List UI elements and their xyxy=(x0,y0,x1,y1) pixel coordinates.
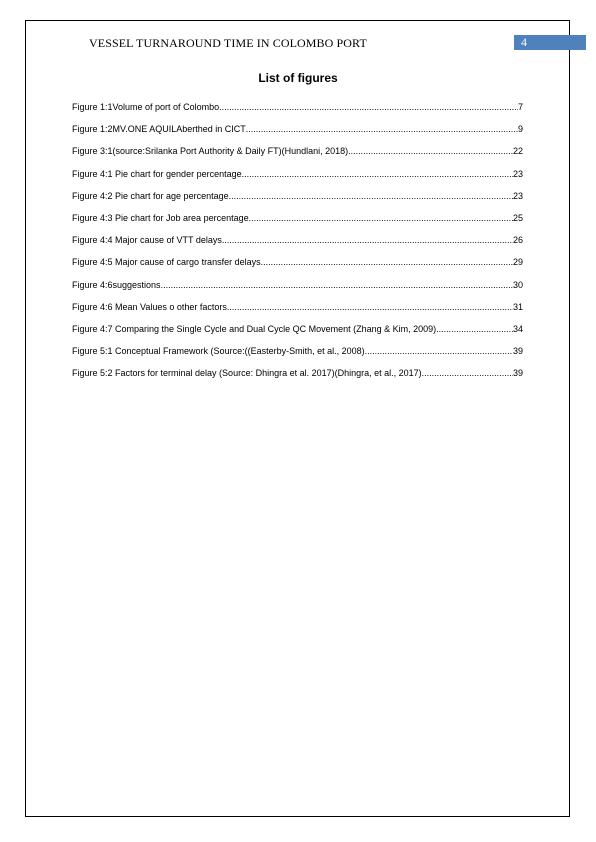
figure-caption: Figure 4:4 Major cause of VTT delays xyxy=(72,235,222,246)
dot-leader xyxy=(246,124,518,135)
figure-caption: Figure 5:2 Factors for terminal delay (Source: Dhingra et al. 2017)(Dhingra, et al., 2017) xyxy=(72,368,422,379)
figure-list-item[interactable] xyxy=(72,346,523,368)
dot-leader xyxy=(422,368,513,379)
dot-leader xyxy=(242,169,513,180)
figure-list-item[interactable] xyxy=(72,280,523,302)
dot-leader xyxy=(229,191,513,202)
list-of-figures-heading: List of figures xyxy=(258,71,338,85)
dot-leader xyxy=(436,324,513,335)
figure-page-number: 23 xyxy=(512,168,523,179)
figure-list-item[interactable] xyxy=(72,124,523,146)
page-number-badge xyxy=(514,35,586,50)
figure-page-number: 7 xyxy=(517,102,523,112)
figure-list-item[interactable] xyxy=(72,169,523,191)
figure-page-number: 29 xyxy=(512,257,523,268)
figure-list-item[interactable] xyxy=(72,235,523,257)
figure-list-item[interactable] xyxy=(72,146,523,168)
figure-list-item[interactable] xyxy=(72,257,523,279)
figure-caption: Figure 4:7 Comparing the Single Cycle and Dual Cycle QC Movement (Zhang & Kim, 2009) xyxy=(72,323,437,334)
figure-page-number: 25 xyxy=(512,212,523,223)
figure-list-item[interactable] xyxy=(72,324,523,346)
figure-caption: Figure 1:1Volume of port of Colombo xyxy=(72,102,220,112)
figure-caption: Figure 4:3 Pie chart for Job area percentage xyxy=(72,212,249,223)
figure-page-number: 31 xyxy=(512,301,523,312)
figure-page-number: 34 xyxy=(512,323,523,334)
figure-list-item[interactable] xyxy=(72,102,523,124)
running-header-title: VESSEL TURNAROUND TIME IN COLOMBO PORT xyxy=(89,36,367,50)
figure-list-item[interactable] xyxy=(72,213,523,235)
figure-page-number: 26 xyxy=(512,235,523,246)
figure-caption: Figure 4:1 Pie chart for gender percentage xyxy=(72,168,242,179)
figure-page-number: 39 xyxy=(512,346,523,357)
figure-page-number: 22 xyxy=(512,146,523,157)
dot-leader xyxy=(219,102,518,113)
figure-list xyxy=(72,102,523,390)
dot-leader xyxy=(161,280,513,291)
figure-caption: Figure 5:1 Conceptual Framework (Source:((Easterby-Smith, et al., 2008) xyxy=(72,346,365,357)
page-number: 4 xyxy=(521,35,527,49)
figure-page-number: 23 xyxy=(512,190,523,201)
dot-leader xyxy=(261,257,513,268)
figure-page-number: 30 xyxy=(512,279,523,290)
figure-caption: Figure 4:2 Pie chart for age percentage xyxy=(72,190,229,201)
dot-leader xyxy=(365,346,513,357)
dot-leader xyxy=(249,213,513,224)
figure-list-item[interactable] xyxy=(72,191,523,213)
figure-caption: Figure 4:6 Mean Values o other factors xyxy=(72,301,227,312)
figure-list-item[interactable] xyxy=(72,302,523,324)
figure-list-item[interactable] xyxy=(72,368,523,390)
figure-page-number: 9 xyxy=(517,124,523,135)
figure-caption: Figure 4:5 Major cause of cargo transfer delays xyxy=(72,257,261,268)
figure-caption: Figure 3:1(source:Srilanka Port Authority & Daily FT)(Hundlani, 2018) xyxy=(72,146,349,157)
figure-caption: Figure 4:6suggestions xyxy=(72,279,161,290)
figure-caption: Figure 1:2MV.ONE AQUILAberthed in CICT xyxy=(72,124,246,135)
dot-leader xyxy=(348,146,513,157)
dot-leader xyxy=(227,302,513,313)
dot-leader xyxy=(222,235,513,246)
figure-page-number: 39 xyxy=(512,368,523,379)
